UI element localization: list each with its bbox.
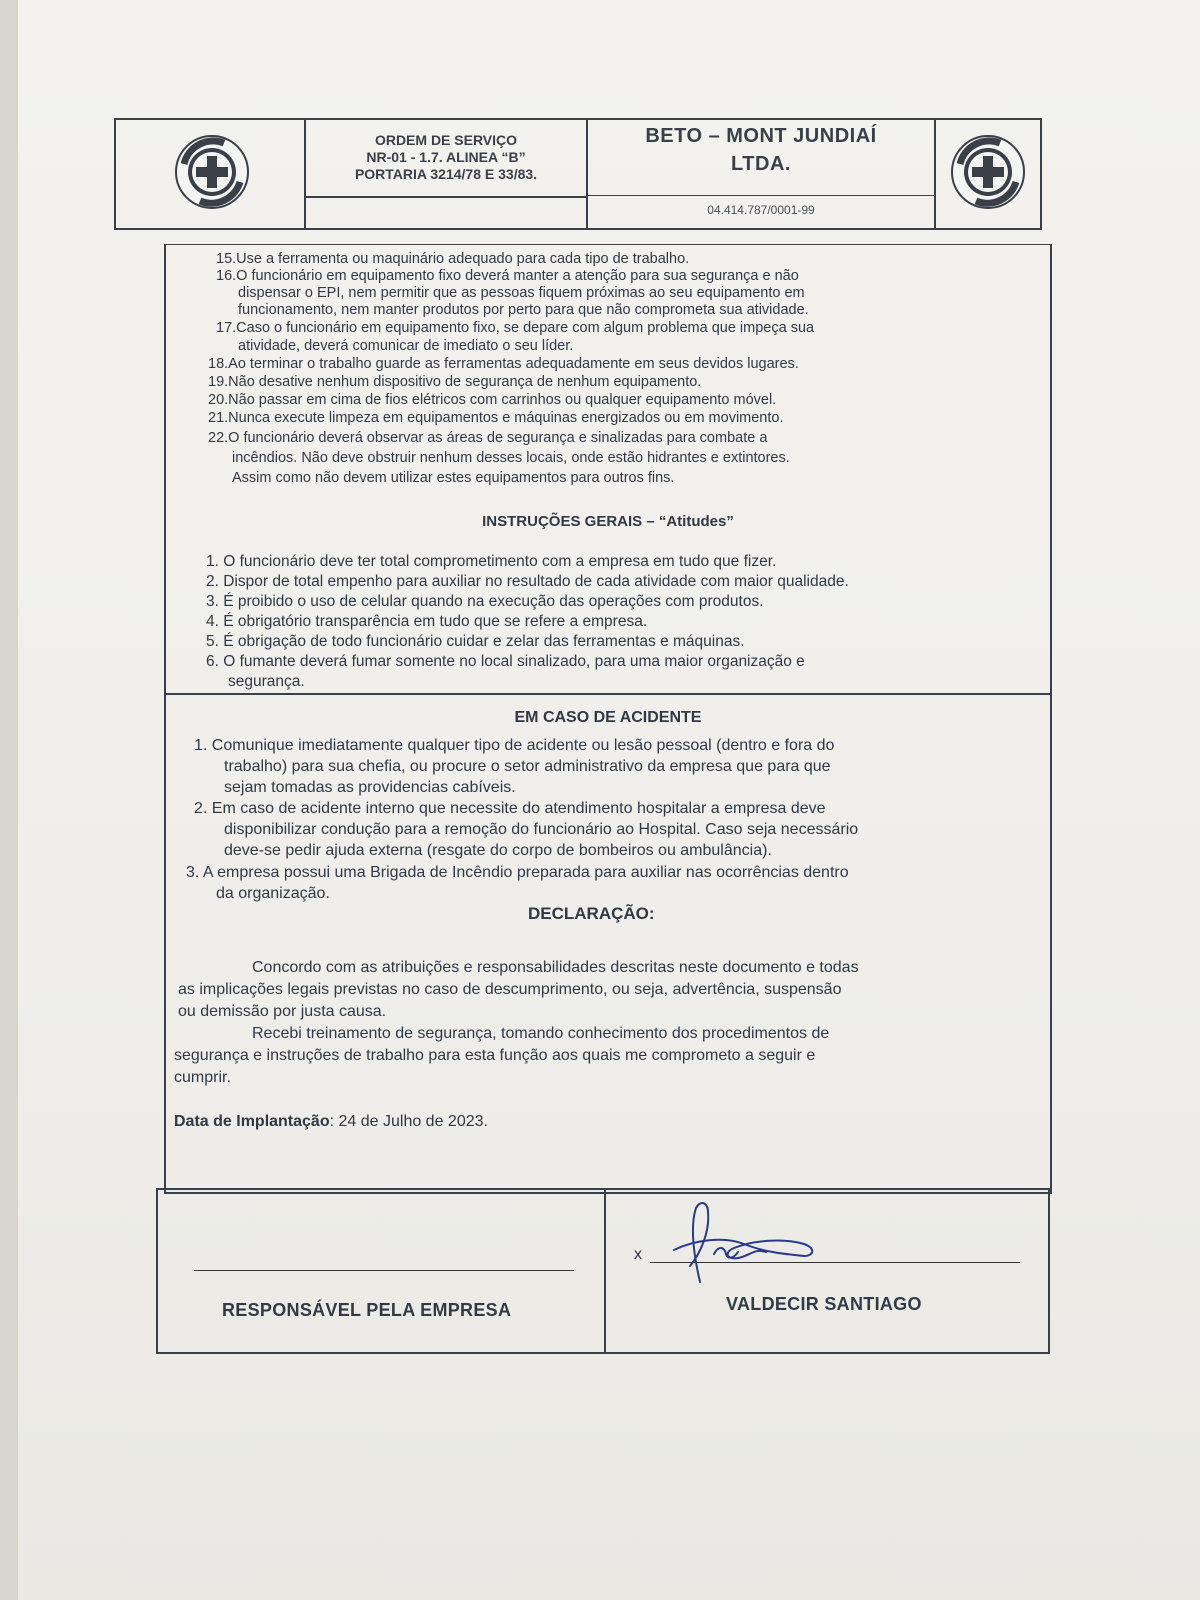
general-line: 5. É obrigação de todo funcionário cuidar e zelar das ferramentas e máquinas. [206, 633, 745, 650]
x-mark: x [634, 1246, 642, 1263]
company-signature-line [194, 1270, 574, 1271]
safety-cross-logo-icon [174, 134, 250, 210]
declaration-line: Recebi treinamento de segurança, tomando conhecimento dos procedimentos de [252, 1025, 830, 1042]
general-line: 3. É proibido o uso de celular quando na execução das operações com produtos. [206, 593, 764, 610]
document-body [164, 244, 1052, 1194]
rule-line: atividade, deverá comunicar de imediato o seu líder. [238, 338, 574, 354]
logo-cell-right [934, 120, 1040, 228]
accident-line: sejam tomadas as providencias cabíveis. [224, 779, 516, 796]
company-signature-label: RESPONSÁVEL PELA EMPRESA [222, 1300, 512, 1320]
rule-line: 21.Nunca execute limpeza em equipamentos e máquinas energizados ou em movimento. [208, 410, 784, 426]
declaration-line: ou demissão por justa causa. [178, 1003, 387, 1020]
general-instructions-title: INSTRUÇÕES GERAIS – “Atitudes” [482, 513, 734, 530]
service-order-cell [306, 120, 588, 198]
cnpj-cell: 04.414.787/0001-99 [707, 203, 815, 217]
declaration-line: Concordo com as atribuições e responsabilidades descritas neste documento e todas [252, 959, 859, 976]
section-divider [166, 693, 1050, 695]
rule-line: 22.O funcionário deverá observar as áreas de segurança e sinalizadas para combate a [208, 430, 768, 446]
rule-line: incêndios. Não deve obstruir nenhum desses locais, onde estão hidrantes e extintores. [232, 450, 790, 466]
general-line: 4. É obrigatório transparência em tudo que se refere a empresa. [206, 613, 648, 630]
order-line-1: ORDEM DE SERVIÇO [374, 132, 518, 148]
rule-line: 19.Não desative nenhum dispositivo de segurança de nenhum equipamento. [208, 374, 702, 390]
implementation-date [174, 1111, 488, 1132]
declaration-line: as implicações legais previstas no caso de descumprimento, ou seja, advertência, suspensão [178, 981, 842, 998]
date-value: : 24 de Julho de 2023. [329, 1113, 488, 1130]
declaration-line: cumprir. [174, 1069, 231, 1086]
rule-line: 17.Caso o funcionário em equipamento fixo, se depare com algum problema que impeça sua [216, 320, 815, 336]
rule-line: 15.Use a ferramenta ou maquinário adequado para cada tipo de trabalho. [216, 251, 690, 267]
accident-line: 1. Comunique imediatamente qualquer tipo de acidente ou lesão pessoal (dentro e fora do [194, 737, 835, 754]
document-header [114, 118, 1042, 230]
order-cell-blank [306, 198, 588, 228]
order-line-3: PORTARIA 3214/78 E 33/83. [354, 166, 538, 182]
company-name-cell [588, 120, 934, 196]
rule-line: 20.Não passar em cima de fios elétricos com carrinhos ou qualquer equipamento móvel. [208, 392, 777, 408]
accident-line: deve-se pedir ajuda externa (resgate do corpo de bombeiros ou ambulância). [224, 842, 772, 859]
general-line: 6. O fumante deverá fumar somente no local sinalizado, para uma maior organização e [206, 653, 805, 670]
accident-title: EM CASO DE ACIDENTE [514, 709, 702, 726]
safety-cross-logo-icon [950, 134, 1026, 210]
accident-line: trabalho) para sua chefia, ou procure o setor administrativo da empresa que para que [224, 758, 831, 775]
rule-line: 18.Ao terminar o trabalho guarde as ferramentas adequadamente em seus devidos lugares. [208, 356, 799, 372]
handwritten-signature-icon [654, 1196, 824, 1286]
logo-cell-left [116, 120, 306, 228]
date-label: Data de Implantação [174, 1113, 330, 1130]
document-page [18, 0, 1200, 1600]
accident-line: 2. Em caso de acidente interno que necessite do atendimento hospitalar a empresa deve [194, 800, 826, 817]
accident-line: 3. A empresa possui uma Brigada de Incêndio preparada para auxiliar nas ocorrências dentro [186, 864, 849, 881]
rule-line: funcionamento, nem manter produtos por perto para que não comprometa sua atividade. [238, 302, 809, 318]
rule-line: Assim como não devem utilizar estes equipamentos para outros fins. [232, 470, 675, 486]
rule-line: dispensar o EPI, nem permitir que as pessoas fiquem próximas ao seu equipamento em [238, 285, 805, 301]
general-line: segurança. [228, 673, 305, 690]
signature-box [156, 1188, 1050, 1354]
signature-divider [604, 1190, 606, 1352]
employee-signature-label: VALDECIR SANTIAGO [726, 1294, 922, 1314]
declaration-title: DECLARAÇÃO: [528, 904, 655, 923]
declaration-line: segurança e instruções de trabalho para esta função aos quais me comprometo a seguir e [174, 1047, 816, 1064]
rule-line: 16.O funcionário em equipamento fixo deverá manter a atenção para sua segurança e não [216, 268, 799, 284]
order-line-2: NR-01 - 1.7. ALINEA “B” [366, 149, 526, 165]
accident-line: da organização. [216, 885, 330, 902]
general-line: 2. Dispor de total empenho para auxiliar no resultado de cada atividade com maior qualidade. [206, 573, 849, 590]
general-line: 1. O funcionário deve ter total comprometimento com a empresa em tudo que fizer. [206, 553, 777, 570]
company-line-2: LTDA. [731, 153, 791, 175]
accident-line: disponibilizar condução para a remoção do funcionário ao Hospital. Caso seja necessário [224, 821, 859, 838]
company-line-1: BETO – MONT JUNDIAÍ [645, 125, 877, 147]
